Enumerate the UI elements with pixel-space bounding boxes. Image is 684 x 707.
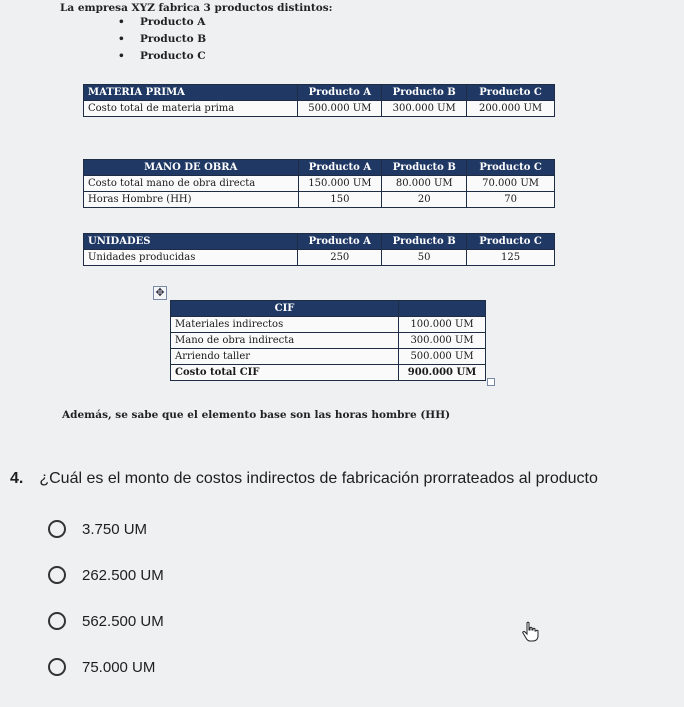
table-cell: 300.000 UM: [382, 101, 467, 117]
radio-button[interactable]: [48, 658, 66, 676]
resize-handle-icon[interactable]: [487, 378, 495, 386]
table-header: Producto B: [382, 234, 467, 250]
table-row: [84, 250, 555, 266]
answer-option-4[interactable]: [48, 656, 155, 678]
table-cell: Costo total de materia prima: [84, 101, 298, 117]
list-item-product-b: • Producto B: [118, 31, 206, 48]
table-row: [171, 333, 486, 349]
table-cell: 300.000 UM: [399, 333, 486, 349]
table-header: Producto C: [467, 85, 555, 101]
table-row: [171, 317, 486, 333]
unidades-table: [83, 233, 555, 266]
table-row: [84, 101, 555, 117]
table-cell: 100.000 UM: [399, 317, 486, 333]
table-cell: 150: [298, 192, 382, 208]
table-cell: Mano de obra indirecta: [171, 333, 399, 349]
table-cell: Horas Hombre (HH): [84, 192, 299, 208]
table-cell: 150.000 UM: [298, 176, 382, 192]
table-row: [171, 349, 486, 365]
option-label: 75.000 UM: [82, 658, 156, 676]
table-cell: 200.000 UM: [467, 101, 555, 117]
question-label: ¿Cuál es el monto de costos indirectos de fabricación prorrateados al producto: [39, 470, 598, 487]
table-header: Producto A: [298, 85, 382, 101]
table-cell: Costo total mano de obra directa: [84, 176, 299, 192]
table-cell: 80.000 UM: [382, 176, 467, 192]
mano-obra-table: [83, 159, 555, 208]
option-label: 3.750 UM: [82, 520, 148, 538]
table-cell: Costo total CIF: [171, 365, 399, 381]
table-header: Producto C: [467, 234, 555, 250]
table-cell: 500.000 UM: [298, 101, 382, 117]
table-header: MATERIA PRIMA: [84, 85, 298, 101]
table-header: CIF: [171, 301, 399, 317]
list-item-product-a: • Producto A: [118, 14, 206, 31]
question-number: 4.: [10, 470, 24, 487]
list-item-product-c: • Producto C: [118, 48, 206, 65]
table-cell: 20: [382, 192, 467, 208]
materia-prima-table: [83, 84, 555, 117]
table-cell: 70: [467, 192, 555, 208]
table-cell: 900.000 UM: [399, 365, 486, 381]
table-cell: Arriendo taller: [171, 349, 399, 365]
cif-table: [170, 300, 486, 381]
base-note: Además, se sabe que el elemento base son las horas hombre (HH): [62, 409, 451, 421]
table-cell: 125: [467, 250, 555, 266]
table-header: Producto B: [382, 85, 467, 101]
table-row: [84, 192, 555, 208]
radio-button[interactable]: [48, 520, 66, 538]
table-cell: Unidades producidas: [84, 250, 298, 266]
table-cell: 250: [298, 250, 382, 266]
table-header: Producto A: [298, 234, 382, 250]
answer-option-1[interactable]: [48, 518, 147, 540]
table-cell: Materiales indirectos: [171, 317, 399, 333]
table-header: UNIDADES: [84, 234, 298, 250]
answer-option-2[interactable]: [48, 564, 164, 586]
table-cell: 50: [382, 250, 467, 266]
radio-button[interactable]: [48, 566, 66, 584]
table-header: MANO DE OBRA: [84, 160, 299, 176]
table-cell: 70.000 UM: [467, 176, 555, 192]
answer-option-3[interactable]: [48, 610, 164, 632]
table-row: [171, 365, 486, 381]
table-row: [84, 176, 555, 192]
table-header: Producto A: [298, 160, 382, 176]
table-header: Producto C: [467, 160, 555, 176]
move-handle-icon[interactable]: ✥: [153, 286, 167, 300]
radio-button[interactable]: [48, 612, 66, 630]
option-label: 262.500 UM: [82, 566, 164, 584]
table-header-empty: [399, 301, 486, 317]
table-header: Producto B: [382, 160, 467, 176]
hand-cursor-icon: [520, 621, 540, 643]
question-text: [10, 470, 598, 488]
product-list: [118, 14, 206, 65]
table-cell: 500.000 UM: [399, 349, 486, 365]
option-label: 562.500 UM: [82, 612, 164, 630]
intro-text: La empresa XYZ fabrica 3 productos distintos:: [60, 2, 333, 14]
